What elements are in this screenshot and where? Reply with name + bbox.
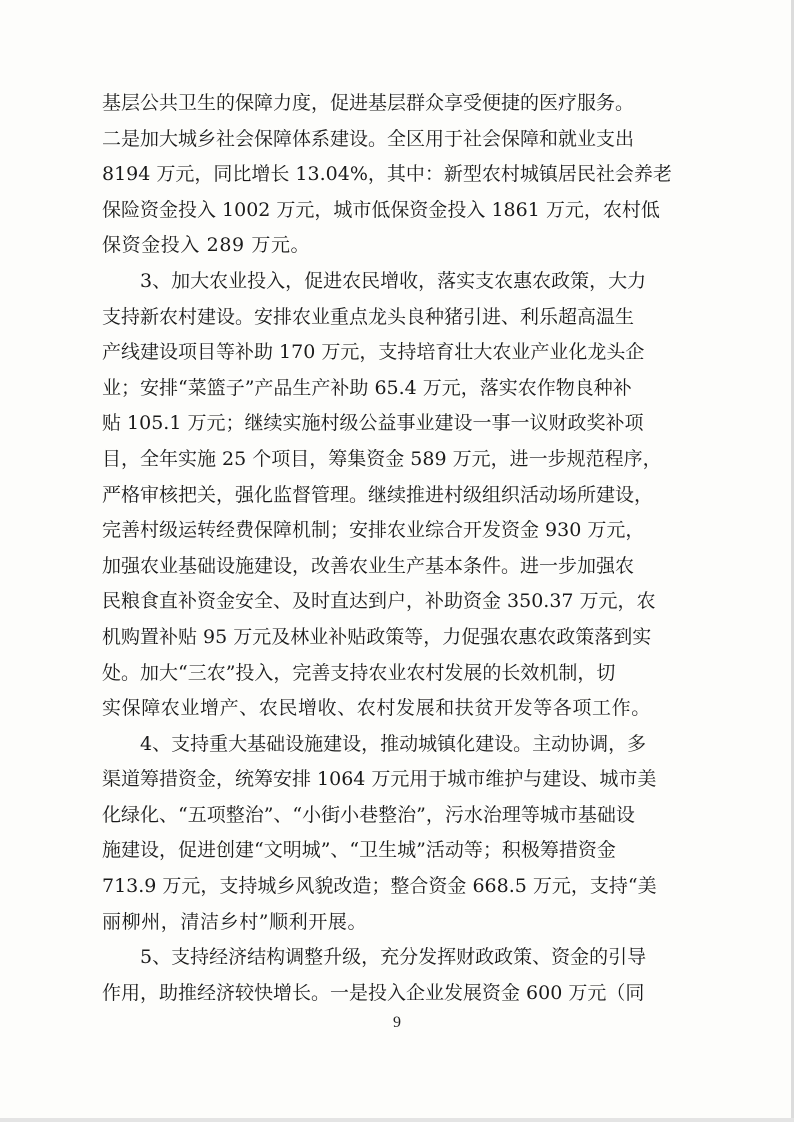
text-line: 4、支持重大基础设施建设，推动城镇化建设。主动协调，多 <box>140 732 647 755</box>
body-text <box>102 86 694 1011</box>
text-line: 基层公共卫生的保障力度，促进基层群众享受便捷的医疗服务。 <box>102 92 635 114</box>
text-line: 贴 105.1 万元；继续实施村级公益事业建设一事一议财政奖补项 <box>102 412 644 435</box>
text-line: 3、加大农业投入，促进农民增收，落实支农惠农政策，大力 <box>140 269 647 292</box>
text-line: 8194 万元，同比增长 13.04%，其中：新型农村城镇居民社会养老 <box>102 163 672 186</box>
text-line: 支持新农村建设。安排农业重点龙头良种猪引进、利乐超高温生 <box>102 305 635 328</box>
text-line: 民粮食直补资金安全、及时直达到户，补助资金 350.37 万元，农 <box>102 590 656 613</box>
text-line: 丽柳州，清洁乡村”顺利开展。 <box>102 910 368 933</box>
text-line: 作用，助推经济较快增长。一是投入企业发展资金 600 万元（同 <box>102 981 645 1004</box>
text-line: 保资金投入 289 万元。 <box>102 234 311 257</box>
scan-edge-bottom <box>0 1118 794 1122</box>
text-line: 化绿化、“五项整治”、“小街小巷整治”，污水治理等城市基础设 <box>102 803 635 826</box>
paragraph <box>102 727 694 941</box>
text-line: 目，全年实施 25 个项目，筹集资金 589 万元，进一步规范程序， <box>102 447 662 470</box>
paragraph <box>102 940 694 1011</box>
text-line: 机购置补贴 95 万元及林业补贴政策等，力促强农惠农政策落到实 <box>102 625 652 648</box>
text-line: 5、支持经济结构调整升级，充分发挥财政政策、资金的引导 <box>140 946 647 969</box>
text-line: 处。加大“三农”投入，完善支持农业农村发展的长效机制，切 <box>102 661 616 684</box>
text-line: 施建设，促进创建“文明城”、“卫生城”活动等；积极筹措资金 <box>102 839 616 862</box>
text-line: 业；安排“菜篮子”产品生产补助 65.4 万元，落实农作物良种补 <box>102 376 632 399</box>
text-line: 严格审核把关，强化监督管理。继续推进村级组织活动场所建设， <box>102 483 654 506</box>
page-number: 9 <box>393 1014 401 1031</box>
text-line: 实保障农业增产、农民增收、农村发展和扶贫开发等各项工作。 <box>102 697 651 720</box>
text-line: 加强农业基础设施建设，改善农业生产基本条件。进一步加强农 <box>102 554 635 577</box>
paragraph <box>102 86 694 264</box>
paragraph <box>102 264 694 727</box>
text-line: 完善村级运转经费保障机制；安排农业综合开发资金 930 万元， <box>102 519 645 542</box>
text-line: 713.9 万元，支持城乡风貌改造；整合资金 668.5 万元，支持“美 <box>102 875 657 898</box>
text-line: 产线建设项目等补助 170 万元，支持培育壮大农业产业化龙头企 <box>102 341 645 364</box>
text-line: 二是加大城乡社会保障体系建设。全区用于社会保障和就业支出 <box>102 127 635 150</box>
text-line: 保险资金投入 1002 万元，城市低保资金投入 1861 万元，农村低 <box>102 198 660 221</box>
text-line: 渠道筹措资金，统筹安排 1064 万元用于城市维护与建设、城市美 <box>102 768 657 791</box>
